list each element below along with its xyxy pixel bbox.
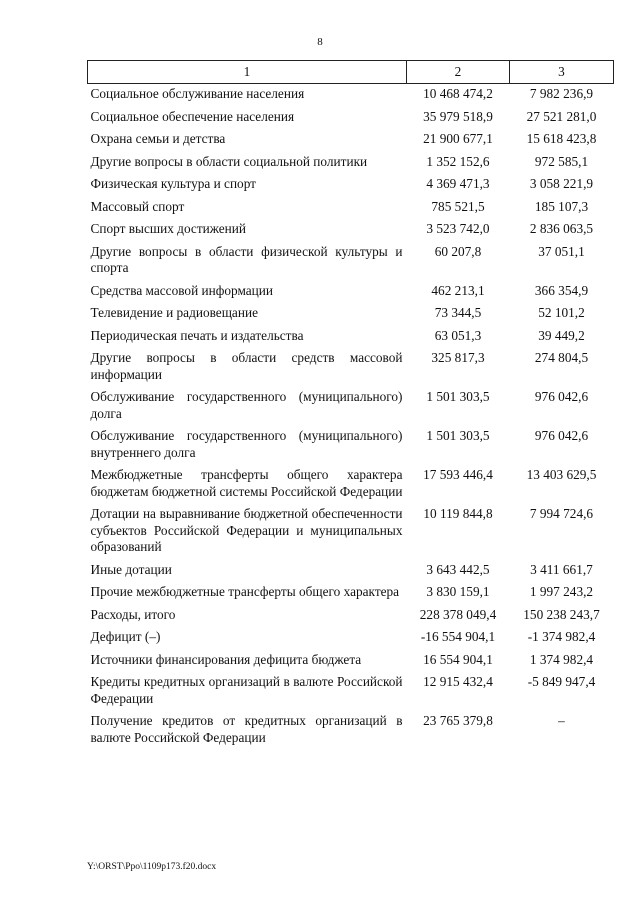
row-value-col-2: 63 051,3: [434, 327, 482, 343]
table-row: [88, 199, 614, 222]
row-value-col-2: 16 554 904,1: [423, 651, 493, 667]
row-value-col-3: -5 849 947,4: [527, 674, 596, 689]
row-label: Источники финансирования дефицита бюджета: [90, 651, 362, 667]
row-value-col-3: 976 042,6: [534, 428, 589, 443]
row-label: Дефицит (–): [90, 629, 161, 644]
row-label: Другие вопросы в области физической культуры и спорта: [90, 243, 403, 275]
row-value-col-3: 15 618 423,8: [526, 131, 597, 146]
row-value-col-3: 3 411 661,7: [530, 561, 593, 577]
table-row: [88, 109, 614, 132]
row-value-col-2: 462 213,1: [431, 282, 485, 298]
row-value-col-2: 325 817,3: [431, 350, 485, 365]
table-row: [88, 607, 614, 630]
row-label: Прочие межбюджетные трансферты общего характера: [90, 584, 400, 599]
row-value-col-2: 3 830 159,1: [426, 584, 490, 599]
row-label: Межбюджетные трансферты общего характера бюджетам бюджетной системы Российской Федерации: [90, 467, 403, 499]
table-row: [88, 176, 614, 199]
row-label: Социальное обеспечение населения: [90, 108, 295, 124]
row-label: Кредиты кредитных организаций в валюте Российской Федерации: [90, 674, 403, 706]
header-col-3: 3: [510, 61, 614, 84]
row-value-col-3: 366 354,9: [534, 282, 589, 298]
table-row: [88, 629, 614, 652]
row-label: Периодическая печать и издательства: [90, 327, 304, 343]
row-label: Дотации на выравнивание бюджетной обеспеченности субъектов Российской Федерации и муниципальных образований: [90, 506, 403, 554]
header-col-1: 1: [88, 61, 407, 84]
row-value-col-2: 4 369 471,3: [426, 176, 490, 191]
row-value-col-3: 150 238 243,7: [523, 606, 600, 622]
row-label: Расходы, итого: [90, 606, 176, 622]
table-row: [88, 674, 614, 713]
table-row: [88, 389, 614, 428]
row-value-col-2: 785 521,5: [431, 198, 485, 214]
row-value-col-3: 2 836 063,5: [529, 221, 594, 236]
table-row: [88, 713, 614, 752]
row-value-col-2: 3 523 742,0: [426, 221, 490, 236]
budget-table-container: [87, 60, 613, 752]
row-label: Средства массовой информации: [90, 282, 274, 298]
row-label: Получение кредитов от кредитных организаций в валюте Российской Федерации: [90, 713, 403, 745]
row-value-col-2: 1 501 303,5: [426, 428, 490, 443]
row-label: Обслуживание государственного (муниципального) внутреннего долга: [90, 428, 403, 460]
row-value-col-2: 10 468 474,2: [423, 86, 493, 101]
table-row: [88, 221, 614, 244]
table-row: [88, 350, 614, 389]
row-value-col-2: 1 352 152,6: [426, 153, 490, 169]
table-row: [88, 506, 614, 562]
row-value-col-3: 1 997 243,2: [529, 584, 594, 599]
row-value-col-3: 7 982 236,9: [529, 86, 594, 101]
table-row: [88, 652, 614, 675]
footer-file-path: Y:\ORST\Ppo\1109p173.f20.docx: [87, 862, 217, 872]
row-value-col-2: -16 554 904,1: [420, 629, 496, 644]
table-row: [88, 84, 614, 109]
table-body: [88, 84, 614, 753]
table-row: [88, 283, 614, 306]
row-label: Иные дотации: [90, 561, 172, 577]
row-label: Охрана семьи и детства: [90, 131, 226, 146]
row-value-col-3: 39 449,2: [538, 327, 585, 343]
header-row: [88, 61, 614, 84]
row-value-col-3: 976 042,6: [534, 389, 589, 404]
row-value-col-2: 35 979 518,9: [423, 108, 493, 124]
page-number: 8: [317, 36, 323, 48]
row-value-col-2: 17 593 446,4: [423, 467, 493, 482]
row-value-col-3: 7 994 724,6: [529, 506, 594, 521]
table-row: [88, 428, 614, 467]
row-value-col-3: 37 051,1: [538, 243, 585, 259]
table-row: [88, 328, 614, 351]
row-value-col-2: 12 915 432,4: [423, 674, 493, 689]
row-value-col-3: 1 374 982,4: [529, 651, 594, 667]
row-label: Массовый спорт: [90, 198, 185, 214]
row-value-col-2: 1 501 303,5: [426, 389, 490, 404]
header-col-2: 2: [407, 61, 510, 84]
row-value-col-3: 52 101,2: [538, 305, 585, 320]
row-label: Телевидение и радиовещание: [90, 305, 258, 320]
row-label: Другие вопросы в области средств массовой информации: [90, 350, 403, 382]
table-row: [88, 467, 614, 506]
row-label: Обслуживание государственного (муниципального) долга: [90, 389, 403, 421]
row-value-col-2: 3 643 442,5: [426, 561, 490, 577]
table-row: [88, 562, 614, 585]
table-row: [88, 244, 614, 283]
row-value-col-3: 13 403 629,5: [526, 467, 597, 482]
row-label: Спорт высших достижений: [90, 221, 247, 236]
row-value-col-2: 10 119 844,8: [423, 506, 493, 521]
table-header: [88, 61, 614, 84]
row-value-col-2: 73 344,5: [434, 305, 482, 320]
row-value-col-2: 228 378 049,4: [419, 606, 497, 622]
row-label: Социальное обслуживание населения: [90, 86, 305, 101]
row-value-col-2: 21 900 677,1: [423, 131, 493, 146]
table-row: [88, 305, 614, 328]
row-value-col-3: 3 058 221,9: [529, 176, 594, 191]
row-label: Физическая культура и спорт: [90, 176, 256, 191]
table-row: [88, 584, 614, 607]
row-value-col-3: 274 804,5: [534, 350, 589, 365]
row-value-col-3: –: [558, 713, 565, 728]
budget-table: [87, 60, 614, 752]
row-value-col-3: 972 585,1: [534, 153, 589, 169]
row-value-col-3: -1 374 982,4: [527, 629, 596, 644]
row-value-col-3: 27 521 281,0: [526, 108, 597, 124]
table-row: [88, 131, 614, 154]
row-label: Другие вопросы в области социальной политики: [90, 153, 368, 169]
row-value-col-2: 60 207,8: [434, 243, 482, 259]
row-value-col-2: 23 765 379,8: [423, 713, 493, 728]
row-value-col-3: 185 107,3: [534, 198, 589, 214]
table-row: [88, 154, 614, 177]
